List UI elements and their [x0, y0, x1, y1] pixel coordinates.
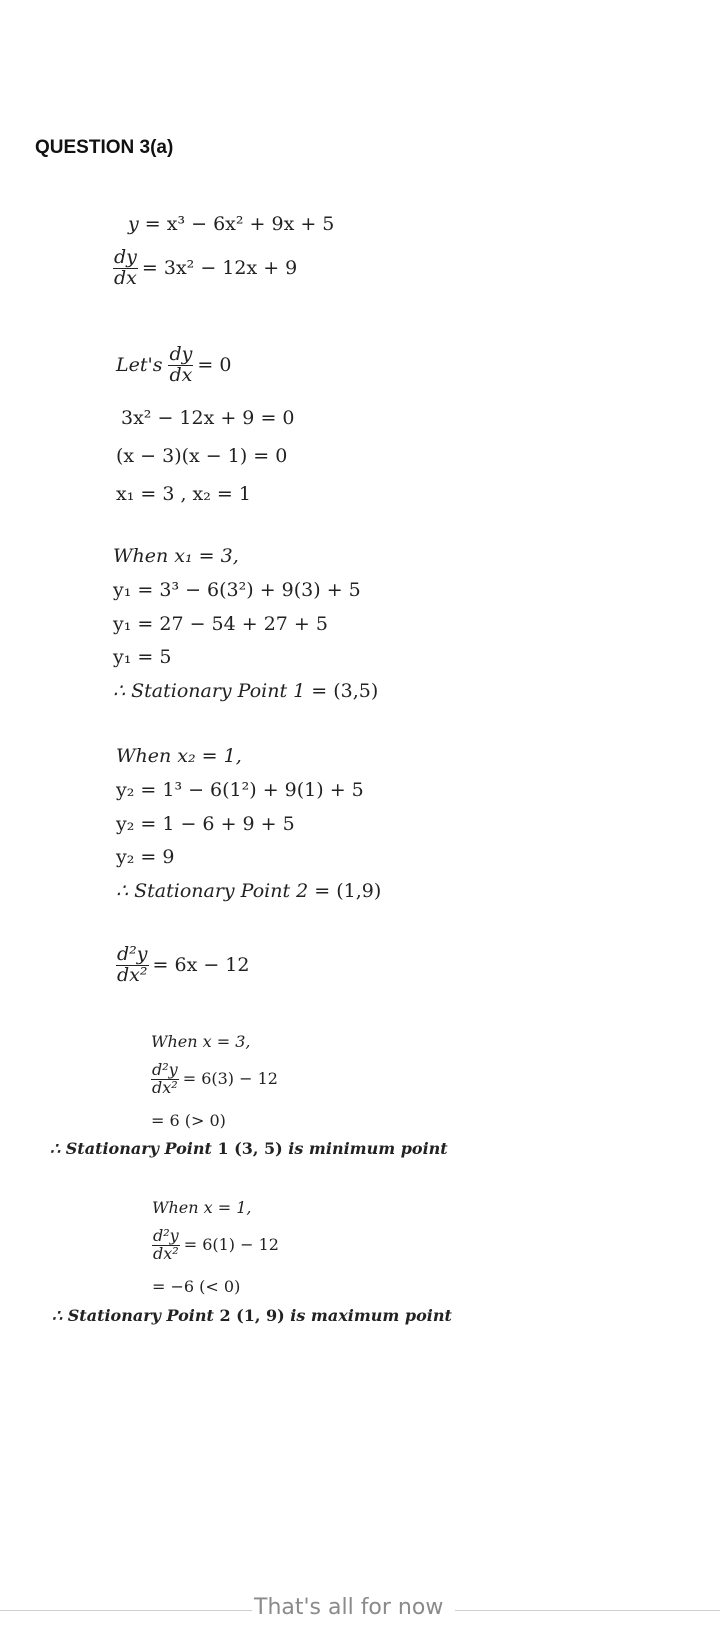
when-x2: When x₂ = 1, [116, 745, 242, 767]
roots-line: x₁ = 3 , x₂ = 1 [116, 483, 251, 505]
fraction-numerator: dy [114, 246, 137, 268]
lets-fraction [168, 345, 193, 386]
fraction-numerator: dy [169, 343, 193, 365]
conclusion-maximum [52, 1306, 452, 1326]
result-at-1: = −6 (< 0) [152, 1277, 241, 1296]
fraction-numerator: d²y [153, 1226, 179, 1245]
conclusion-min-type: is minimum point [282, 1139, 448, 1158]
second-derivative-at-1-rhs: = 6(1) − 12 [183, 1235, 279, 1255]
fraction-denominator: dx² [152, 1077, 178, 1097]
end-of-content-footer [0, 1595, 720, 1625]
question-heading: QUESTION 3(a) [35, 137, 174, 158]
when-x-1: When x = 1, [152, 1198, 252, 1217]
sp2-label: ∴ Stationary Point 2 = [116, 880, 337, 902]
second-derivative-rhs: = 6x − 12 [152, 954, 250, 977]
fraction-numerator: d²y [152, 1060, 178, 1079]
equation-lets [116, 345, 231, 386]
conclusion-min-label: ∴ Stationary Point [50, 1139, 218, 1158]
y-variable: y [128, 213, 139, 235]
equation-dydx [113, 248, 297, 289]
stationary-point-1 [113, 679, 378, 703]
d2ydx2-fraction [116, 945, 149, 986]
y1-value: y₁ = 5 [113, 646, 172, 668]
sp1-label: ∴ Stationary Point 1 = [113, 680, 334, 702]
y1-substitution: y₁ = 3³ − 6(3²) + 9(3) + 5 [113, 579, 361, 601]
y2-simplified: y₂ = 1 − 6 + 9 + 5 [116, 813, 295, 835]
stationary-point-2 [116, 879, 381, 903]
sp1-value: (3,5) [333, 680, 379, 702]
fraction-denominator: dx² [153, 1243, 179, 1263]
footer-divider-right [455, 1610, 720, 1611]
fraction-denominator: dx [169, 363, 193, 386]
dydx-fraction [113, 248, 138, 289]
second-derivative-at-3 [151, 1062, 278, 1097]
factored-equation: (x − 3)(x − 1) = 0 [116, 445, 288, 467]
y2-value: y₂ = 9 [116, 846, 175, 868]
fraction-denominator: dx [114, 266, 137, 289]
y2-substitution: y₂ = 1³ − 6(1²) + 9(1) + 5 [116, 779, 364, 801]
lets-label: Let's [116, 354, 163, 377]
second-derivative-at-3-rhs: = 6(3) − 12 [182, 1069, 278, 1089]
conclusion-max-label: ∴ Stationary Point [52, 1306, 220, 1325]
dydx-rhs: = 3x² − 12x + 9 [141, 257, 298, 280]
when-x-3: When x = 3, [151, 1032, 251, 1051]
second-derivative-at-1 [152, 1228, 279, 1263]
footer-divider-left [0, 1610, 252, 1611]
fraction-denominator: dx² [117, 963, 148, 986]
when-x1: When x₁ = 3, [113, 545, 239, 567]
sp2-value: (1,9) [336, 880, 382, 902]
conclusion-max-point: 2 (1, 9) [219, 1306, 285, 1325]
second-derivative [116, 945, 249, 986]
y-rhs: = x³ − 6x² + 9x + 5 [138, 213, 335, 235]
d2ydx2-fraction [152, 1228, 180, 1263]
lets-rhs: = 0 [197, 354, 232, 377]
fraction-numerator: d²y [117, 943, 148, 965]
result-at-3: = 6 (> 0) [151, 1111, 226, 1130]
conclusion-min-point: 1 (3, 5) [217, 1139, 283, 1158]
y1-simplified: y₁ = 27 − 54 + 27 + 5 [113, 613, 328, 635]
quadratic-equation: 3x² − 12x + 9 = 0 [121, 407, 295, 429]
footer-text: That's all for now [254, 1595, 444, 1620]
d2ydx2-fraction [151, 1062, 179, 1097]
conclusion-minimum [50, 1139, 448, 1159]
equation-y [128, 212, 334, 236]
conclusion-max-type: is maximum point [284, 1306, 452, 1325]
